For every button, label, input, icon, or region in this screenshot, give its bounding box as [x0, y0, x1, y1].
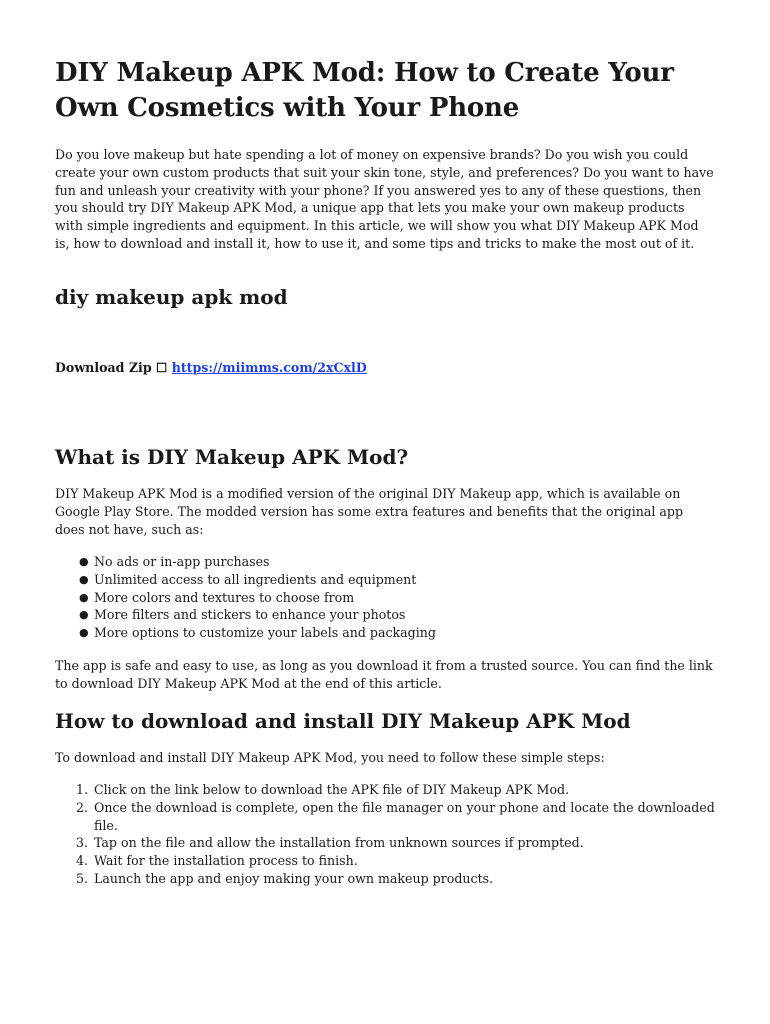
download-label: Download Zip ☐ [55, 360, 168, 375]
list-item: 4. Wait for the installation process to finish. [76, 853, 358, 869]
features-list [55, 553, 715, 642]
list-item: ● More filters and stickers to enhance your photos [79, 607, 406, 623]
bullet-icon: ● [79, 590, 89, 604]
list-item: 1. Click on the link below to download the APK file of DIY Makeup APK Mod. [76, 782, 570, 797]
list-item: 5. Launch the app and enjoy making your own makeup products. [76, 870, 494, 886]
section-what-paragraph: DIY Makeup APK Mod is a modified version of the original DIY Makeup app, which is available on Google Play Store. The modded version has some extra features and benefits that the original app does not have, such as: [55, 486, 684, 537]
list-item: ● More options to customize your labels and packaging [79, 625, 436, 641]
bullet-icon: ● [79, 626, 89, 640]
section-what-heading: What is DIY Makeup APK Mod? [55, 445, 409, 469]
bullet-icon: ● [79, 608, 89, 622]
page-title: DIY Makeup APK Mod: How to Create Your Own Cosmetics with Your Phone [55, 58, 674, 123]
keyword-heading: diy makeup apk mod [55, 285, 288, 309]
bullet-icon: ● [79, 572, 89, 586]
list-item: 3. Tap on the file and allow the installation from unknown sources if prompted. [76, 835, 584, 851]
download-link[interactable]: https://miimms.com/2xCxlD [171, 360, 367, 375]
install-steps-list [55, 781, 715, 888]
bullet-icon: ● [79, 555, 89, 568]
list-item: ● No ads or in-app purchases [79, 554, 270, 569]
section-install-paragraph: To download and install DIY Makeup APK Mod, you need to follow these simple steps: [55, 750, 605, 765]
intro-paragraph: Do you love makeup but hate spending a lot of money on expensive brands? Do you wish you could create your own custom products that suit your skin tone, style, and preferences? Do you want to have fun and unleash your creativity with your phone? If you answered yes to any of these questions, then you should try DIY Makeup APK Mod, a unique app that lets you make your own makeup products with simple ingredients and equipment. In this article, we will show you what DIY Makeup APK Mod is, how to download and install it, how to use it, and some tips and tricks to make the most out of it. [55, 147, 714, 251]
section-what-closing: The app is safe and easy to use, as long as you download it from a trusted source. You can find the link to download DIY Makeup APK Mod at the end of this article. [55, 658, 713, 691]
list-item: ● More colors and textures to choose from [79, 589, 355, 605]
list-item: 2. Once the download is complete, open the file manager on your phone and locate the downloaded file. [76, 799, 715, 833]
list-item: ● Unlimited access to all ingredients and equipment [79, 571, 417, 587]
download-line [55, 359, 367, 377]
section-install-heading: How to download and install DIY Makeup APK Mod [55, 709, 631, 733]
